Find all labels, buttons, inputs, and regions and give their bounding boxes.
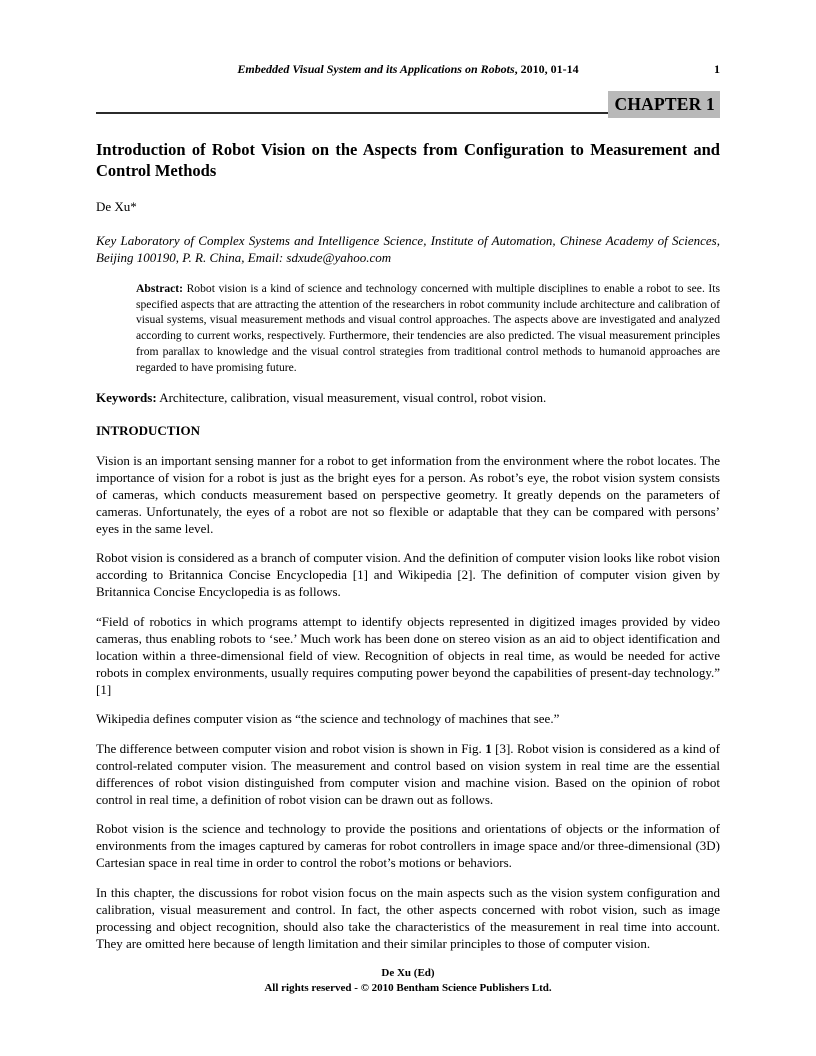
paragraph-2: Robot vision is considered as a branch of computer vision. And the definition of computer vision looks like robot vision according to Britannica Concise Encyclopedia [1] and Wikipedia [2]. The definition of computer vision given by Britannica Concise Encyclopedia is as follows. [96,550,720,600]
author-name: De Xu* [96,199,137,214]
paragraph-4: Wikipedia defines computer vision as “the science and technology of machines that see.” [96,711,560,727]
author-affiliation: Key Laboratory of Complex Systems and Intelligence Science, Institute of Automation, Chinese Academy of Sciences, Beijing 100190, P. R. China, Email: sdxude@yahoo.com [96,233,720,265]
paragraph-5-pre: The difference between computer vision and robot vision is shown in Fig. [96,740,486,756]
abstract-label: Abstract: [136,282,184,295]
chapter-title: Introduction of Robot Vision on the Aspects from Configuration to Measurement and Control Methods [96,140,720,180]
paragraph-3-quote: “Field of robotics in which programs attempt to identify objects represented in digitized images provided by video cameras, thus enabling robots to ‘see.’ Much work has been done on stereo vision as an aid to object identification and location within a three-dimensional field of view. Recognition of objects in real time, as would be needed for active robots in complex environments, usually requires computing power beyond the capabilities of present-day technology.” [1] [96,613,720,697]
keywords-block [96,389,720,406]
page-footer [96,966,720,996]
abstract-block [136,281,720,375]
running-header-title: Embedded Visual System and its Applications on Robots [237,62,515,76]
page-number: 1 [714,62,720,76]
figure-reference-number: 1 [485,740,492,756]
running-header-suffix: , 2010, 01-14 [514,62,579,76]
abstract-text: Robot vision is a kind of science and technology concerned with multiple disciplines to enable a robot to see. Its specified aspects that are attracting the attention of the researchers in robot community include architecture and calibration of visual systems, visual measurement methods and visual control approaches. The aspects above are investigated and analyzed according to current works, respectively. Furthermore, their tendencies are also predicted. The visual measurement principles from parallax to knowledge and the visual control strategies from traditional control methods to humanoid approaches are regarded to have promising future. [136,282,720,374]
paragraph-5 [96,740,720,808]
chapter-label: CHAPTER 1 [608,91,721,118]
running-header [96,0,720,76]
chapter-banner-row [96,89,720,118]
paragraph-1: Vision is an important sensing manner for a robot to get information from the environment where the robot locates. The importance of vision for a robot is just as the bright eyes for a person. As robot’s eye, the robot vision system consists of cameras, which conducts measurement based on perspective geometry. It greatly depends on the parameters of cameras. Unfortunately, the eyes of a robot are not so flexible or adaptable that they can be compared with persons’ eyes in the same level. [96,452,720,536]
keywords-label: Keywords: [96,390,157,406]
paragraph-6: Robot vision is the science and technology to provide the positions and orientations of objects or the information of environments from the images captured by cameras for robot controllers in image space and/or three-dimensional (3D) Cartesian space in real time in order to control the robot’s motions or behaviors. [96,821,720,871]
footer-copyright-line: All rights reserved - © 2010 Bentham Science Publishers Ltd. [264,982,552,994]
paragraph-5-post: [3]. Robot vision is considered as a kind of control-related computer vision. The measurement and control based on vision system in real time are the essential differences of robot vision distinguished from computer vision and machine vision. Based on the opinion of robot control in real time, a definition of robot vision can be drawn out as follows. [96,740,721,807]
section-heading-introduction: INTRODUCTION [96,423,201,439]
footer-editor-line: De Xu (Ed) [381,967,435,979]
keywords-text: Architecture, calibration, visual measurement, visual control, robot vision. [156,390,547,406]
paragraph-7: In this chapter, the discussions for robot vision focus on the main aspects such as the vision system configuration and calibration, visual measurement and control. In fact, the other aspects concerned with robot vision, such as image processing and object recognition, should also take the characteristics of the measurement in real time into account. They are omitted here because of length limitation and their similar principles to those of computer vision. [96,884,720,951]
